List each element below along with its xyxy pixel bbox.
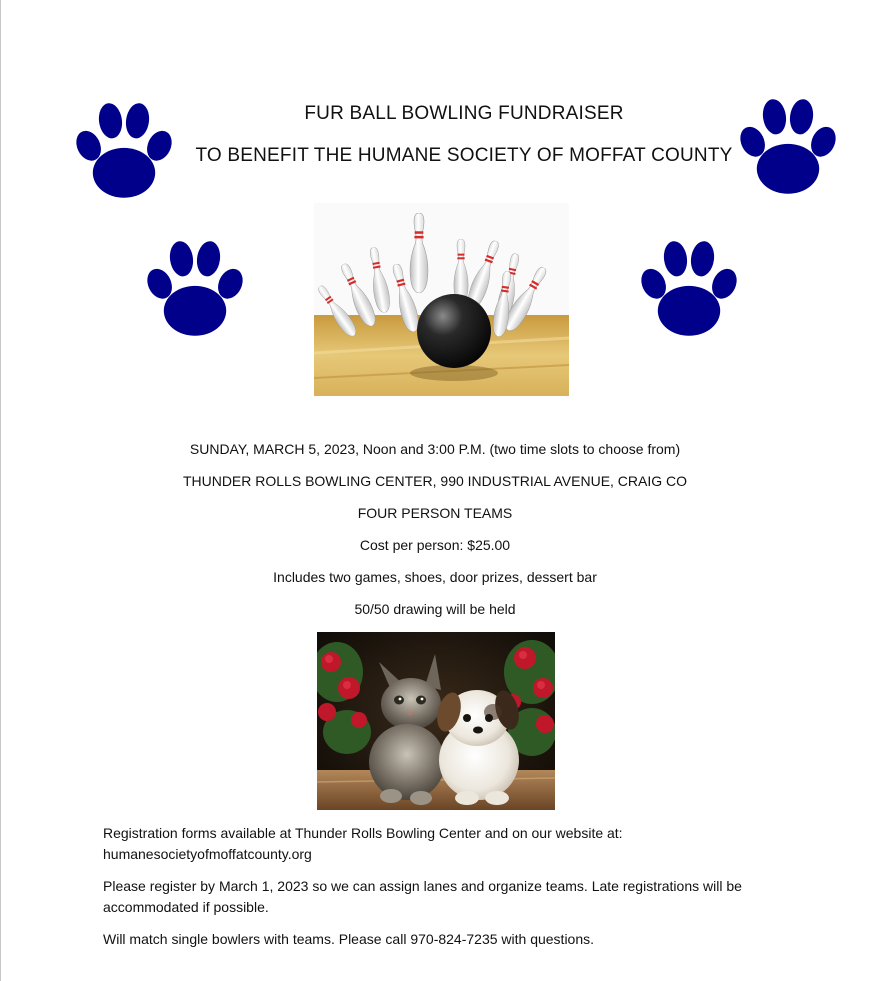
paw-print-icon (143, 238, 247, 342)
registration-info (103, 823, 783, 865)
kitten-and-puppy-photo (317, 632, 555, 810)
page-edge (0, 0, 1, 981)
registration-text: Registration forms available at Thunder Rolls Bowling Center and on our website at: (103, 825, 623, 841)
bowling-pins-photo (314, 203, 569, 396)
included-items: Includes two games, shoes, door prizes, dessert bar (273, 569, 597, 585)
paw-print-icon (637, 238, 741, 342)
event-location: THUNDER ROLLS BOWLING CENTER, 990 INDUSTRIAL AVENUE, CRAIG CO (182, 473, 688, 489)
flyer-title: FUR BALL BOWLING FUNDRAISER (304, 103, 624, 124)
single-bowlers-note: Will match single bowlers with teams. Please call 970-824-7235 with questions. (103, 931, 595, 947)
website-address: humanesocietyofmoffatcounty.org (103, 846, 312, 862)
paw-print-icon (72, 100, 176, 204)
cost-per-person: Cost per person: $25.00 (359, 537, 511, 553)
flyer-subtitle: TO BENEFIT THE HUMANE SOCIETY OF MOFFAT COUNTY (195, 145, 733, 166)
paw-print-icon (736, 96, 840, 200)
registration-deadline: Please register by March 1, 2023 so we can assign lanes and organize teams. Late registrations will be accommodated if possible. (103, 878, 742, 915)
event-date-time: SUNDAY, MARCH 5, 2023, Noon and 3:00 P.M. (two time slots to choose from) (189, 441, 681, 457)
drawing-note: 50/50 drawing will be held (354, 601, 516, 617)
team-format: FOUR PERSON TEAMS (357, 505, 513, 521)
